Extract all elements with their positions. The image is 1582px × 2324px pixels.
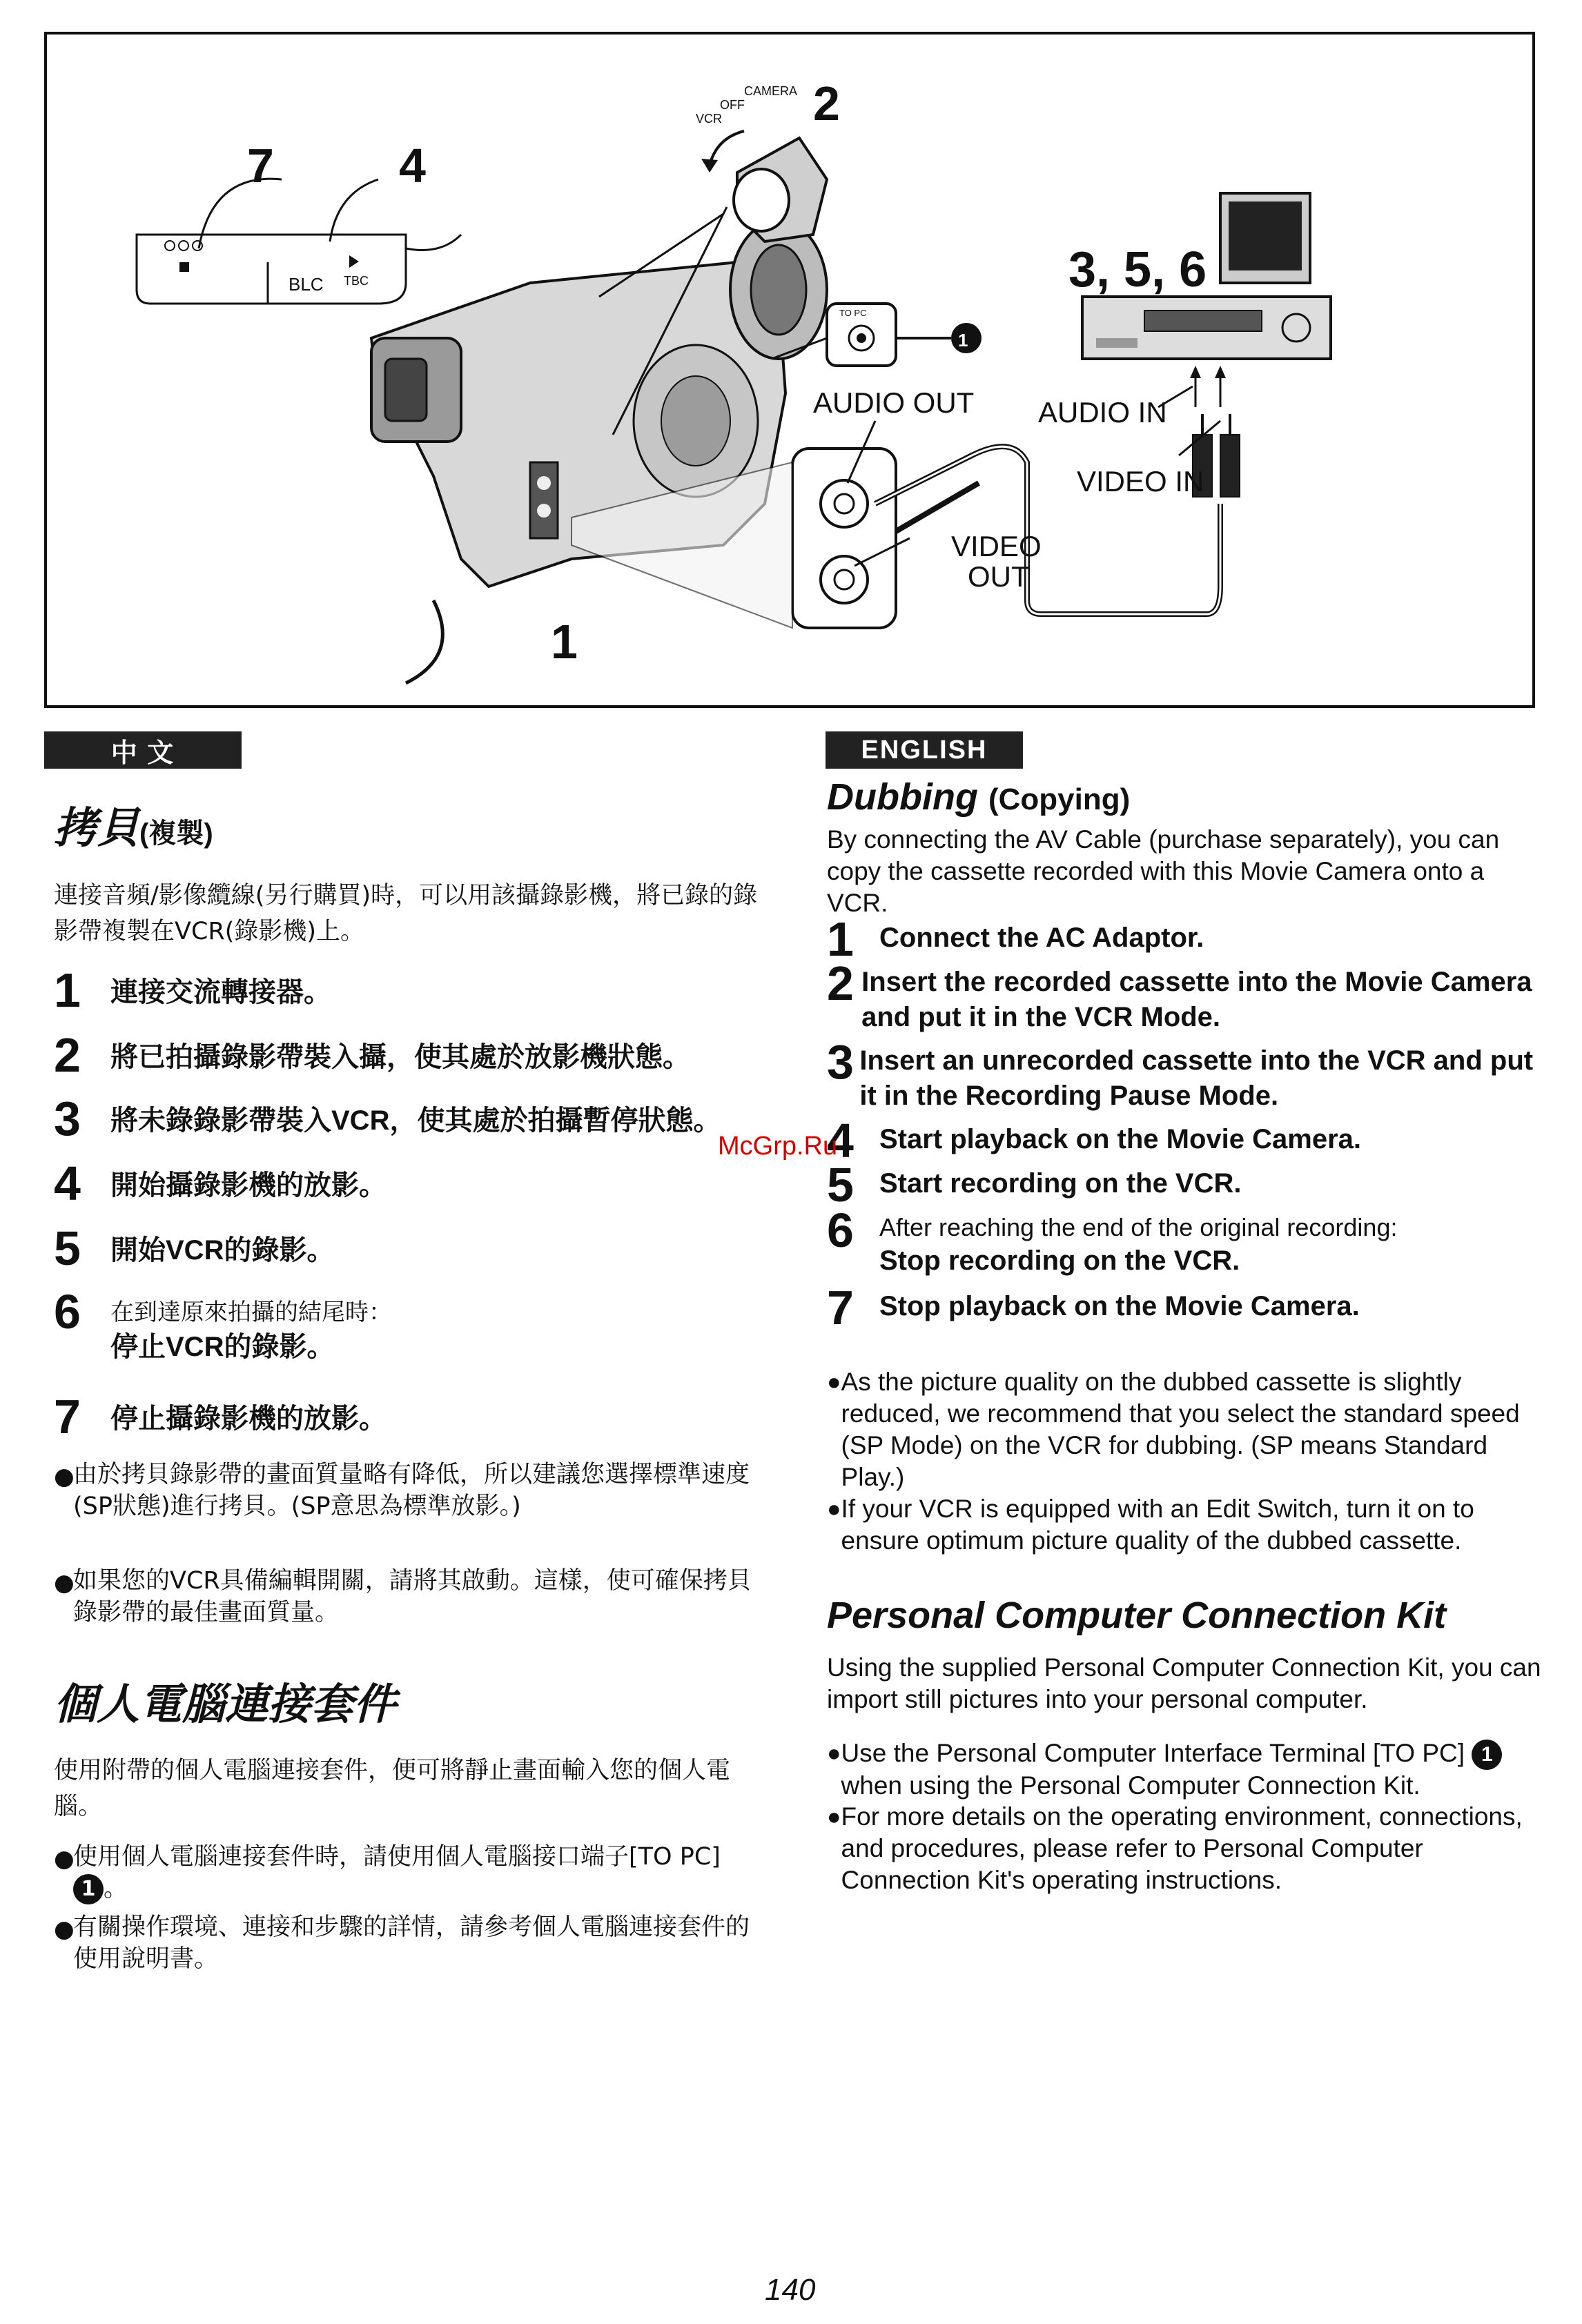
en-step-7 xyxy=(827,1281,1545,1335)
en-note-2: ● If your VCR is equipped with an Edit Switch, turn it on to ensure optimum picture quality of the dubbed cassette. xyxy=(827,1493,1524,1557)
zh-step-text: 將未錄錄影帶裝入VCR，使其處於拍攝暫停狀態。 xyxy=(110,1105,721,1136)
zh-step-number: 3 xyxy=(54,1092,81,1145)
en-note-1: ● As the picture quality on the dubbed cassette is slightly reduced, we recommend that you select the standard speed (SP Mode) on the VCR for dubbing. (SP means Standard Play.) xyxy=(827,1366,1524,1493)
zh-step-text: 開始VCR的錄影。 xyxy=(110,1235,335,1266)
en-pc-note-text: For more details on the operating environment, connections, and procedures, please refer to Personal Computer Connection Kit's operating instructions. xyxy=(841,1802,1523,1894)
label-blc: BLC xyxy=(289,274,324,295)
en-step-number: 5 xyxy=(827,1158,854,1212)
watermark: McGrp.Ru xyxy=(718,1132,838,1161)
en-step-number: 1 xyxy=(827,912,854,966)
callout-7: 7 xyxy=(247,139,274,193)
en-pc-note-text: Use the Personal Computer Interface Terminal [TO PC] xyxy=(841,1739,1465,1767)
zh-step-7 xyxy=(54,1390,772,1444)
en-note-text: As the picture quality on the dubbed cassette is slightly reduced, we recommend that you select the standard speed (SP Mode) on the VCR for dubbing. (SP means Standard Play.) xyxy=(841,1368,1520,1491)
label-to-pc: TO PC xyxy=(839,308,867,318)
en-step-text: Connect the AC Adaptor. xyxy=(879,923,1204,953)
en-step-text: Stop recording on the VCR. xyxy=(879,1245,1240,1276)
zh-step-number: 1 xyxy=(54,963,81,1017)
zh-pc-note-text: 使用個人電腦連接套件時，請使用個人電腦接口端子[TO PC] xyxy=(73,1843,721,1871)
en-step-text: Insert an unrecorded cassette into the VCR and put it in the Recording Pause Mode. xyxy=(859,1045,1534,1111)
label-tbc: TBC xyxy=(344,274,369,288)
zh-title-main: 拷貝 xyxy=(54,805,140,852)
stop-square-icon xyxy=(179,262,189,272)
zh-note-2: ● 如果您的VCR具備編輯開關，請將其啟動。這樣，使可確保拷貝錄影帶的最佳畫面質量。 xyxy=(54,1565,765,1628)
zh-dubbing-title xyxy=(54,794,213,855)
zh-pc-note-1: ● 使用個人電腦連接套件時，請使用個人電腦接口端子[TO PC] 1 。 xyxy=(54,1841,765,1904)
en-step-number: 6 xyxy=(827,1203,854,1257)
en-step-6 xyxy=(827,1203,1545,1279)
en-title-main: Dubbing xyxy=(827,776,978,818)
en-step-2 xyxy=(827,956,1545,1035)
en-step-number: 7 xyxy=(827,1281,854,1335)
en-title-sub: (Copying) xyxy=(988,782,1131,816)
zh-step-4 xyxy=(54,1156,772,1210)
av-output-panel xyxy=(792,449,896,628)
play-triangle-icon xyxy=(349,255,359,268)
zh-step-pre: 在到達原來拍攝的結尾時： xyxy=(110,1299,392,1326)
diagram-drawing xyxy=(47,35,1532,705)
label-video-out-line2: OUT xyxy=(968,560,1029,593)
label-audio-in: AUDIO IN xyxy=(1038,396,1167,429)
zh-title-sub: (複製) xyxy=(139,818,213,849)
button-panel-outline xyxy=(137,235,406,304)
callout-1: 1 xyxy=(551,615,578,669)
en-dubbing-title xyxy=(827,776,1130,818)
english-language-tab: ENGLISH xyxy=(826,731,1023,769)
label-video-out-line1: VIDEO xyxy=(951,530,1042,562)
zh-step-number: 5 xyxy=(54,1221,81,1275)
en-step-1 xyxy=(827,912,1545,966)
zh-step-5 xyxy=(54,1221,772,1275)
label-camera: CAMERA xyxy=(744,84,798,98)
circled-1-icon: 1 xyxy=(73,1874,104,1904)
zh-pc-intro: 使用附帶的個人電腦連接套件，便可將靜止畫面輸入您的個人電腦。 xyxy=(54,1757,731,1820)
zh-step-number: 6 xyxy=(54,1285,81,1339)
zh-pc-note-tail: 。 xyxy=(104,1875,128,1902)
en-step-text: Insert the recorded cassette into the Movie Camera and put it in the VCR Mode. xyxy=(861,967,1532,1032)
zh-pc-note-text: 有關操作環境、連接和步驟的詳情，請參考個人電腦連接套件的使用說明書。 xyxy=(73,1913,750,1973)
zh-step-text: 停止VCR的錄影。 xyxy=(110,1332,335,1362)
en-step-number: 4 xyxy=(827,1114,854,1168)
en-step-text: Start recording on the VCR. xyxy=(879,1168,1242,1199)
zh-note-text: 如果您的VCR具備編輯開關，請將其啟動。這樣，使可確保拷貝錄影帶的最佳畫面質量。 xyxy=(73,1567,752,1626)
en-pc-intro: Using the supplied Personal Computer Connection Kit, you can import still pictures into your personal computer. xyxy=(827,1653,1541,1713)
en-pc-kit-title: Personal Computer Connection Kit xyxy=(827,1595,1447,1636)
zh-step-2 xyxy=(54,1028,772,1082)
en-pc-note-text-cont: when using the Personal Computer Connection Kit. xyxy=(841,1771,1420,1800)
en-step-pre: After reaching the end of the original recording: xyxy=(879,1213,1398,1241)
zh-step-number: 4 xyxy=(54,1156,81,1210)
en-step-3 xyxy=(827,1035,1545,1114)
en-intro: By connecting the AV Cable (purchase separately), you can copy the cassette recorded with this Movie Camera onto a VCR. xyxy=(827,825,1500,917)
en-note-text: If your VCR is equipped with an Edit Switch, turn it on to ensure optimum picture quality of the dubbed cassette. xyxy=(841,1495,1474,1555)
label-vcr: VCR xyxy=(696,112,723,126)
callout-4: 4 xyxy=(399,139,426,193)
callout-circled-1: 1 xyxy=(958,330,968,351)
zh-note-1: ● 由於拷貝錄影帶的畫面質量略有降低，所以建議您選擇標準速度(SP狀態)進行拷貝。(SP意思為標準放影。) xyxy=(54,1459,765,1522)
en-step-text: Stop playback on the Movie Camera. xyxy=(879,1291,1360,1321)
zh-pc-kit-title: 個人電腦連接套件 xyxy=(54,1681,397,1729)
callout-2: 2 xyxy=(813,77,840,130)
en-step-text: Start playback on the Movie Camera. xyxy=(879,1124,1362,1154)
zh-note-text: 由於拷貝錄影帶的畫面質量略有降低，所以建議您選擇標準速度(SP狀態)進行拷貝。(SP意思為標準放影。) xyxy=(73,1461,750,1520)
circled-1-icon: 1 xyxy=(1472,1740,1502,1770)
zh-step-number: 7 xyxy=(54,1390,81,1444)
en-step-5 xyxy=(827,1158,1545,1212)
zh-step-text: 連接交流轉接器。 xyxy=(110,977,331,1007)
en-step-number: 3 xyxy=(827,1035,854,1089)
zh-step-text: 開始攝錄影機的放影。 xyxy=(110,1170,387,1201)
zh-intro: 連接音頻/影像纜線(另行購買)時，可以用該攝錄影機，將已錄的錄影帶複製在VCR(錄影機)上。 xyxy=(54,882,758,945)
chinese-language-tab: 中 文 xyxy=(44,731,242,769)
en-pc-note-1: ● Use the Personal Computer Interface Terminal [TO PC] 1 when using the Personal Computer Connection Kit. xyxy=(827,1737,1531,1802)
zh-step-number: 2 xyxy=(54,1028,81,1082)
page-number: 140 xyxy=(765,2273,816,2307)
en-step-4 xyxy=(827,1114,1545,1168)
zh-step-text: 停止攝錄影機的放影。 xyxy=(110,1404,387,1434)
connection-diagram xyxy=(44,32,1535,708)
label-audio-out: AUDIO OUT xyxy=(813,386,975,419)
zh-step-1 xyxy=(54,963,772,1017)
en-pc-note-2: ● For more details on the operating environment, connections, and procedures, please refer to Personal Computer Connection Kit's operating instructions. xyxy=(827,1801,1531,1896)
zh-step-text: 將已拍攝錄影帶裝入攝，使其處於放影機狀態。 xyxy=(110,1042,690,1072)
zh-step-6 xyxy=(54,1285,772,1365)
label-off: OFF xyxy=(720,98,745,112)
zh-step-3 xyxy=(54,1094,772,1143)
zh-pc-note-2: ● 有關操作環境、連接和步驟的詳情，請參考個人電腦連接套件的使用說明書。 xyxy=(54,1911,765,1975)
label-video-in: VIDEO IN xyxy=(1077,465,1204,498)
en-step-number: 2 xyxy=(827,956,854,1010)
callout-3-5-6: 3, 5, 6 xyxy=(1068,242,1207,297)
plug-right xyxy=(1220,435,1240,497)
